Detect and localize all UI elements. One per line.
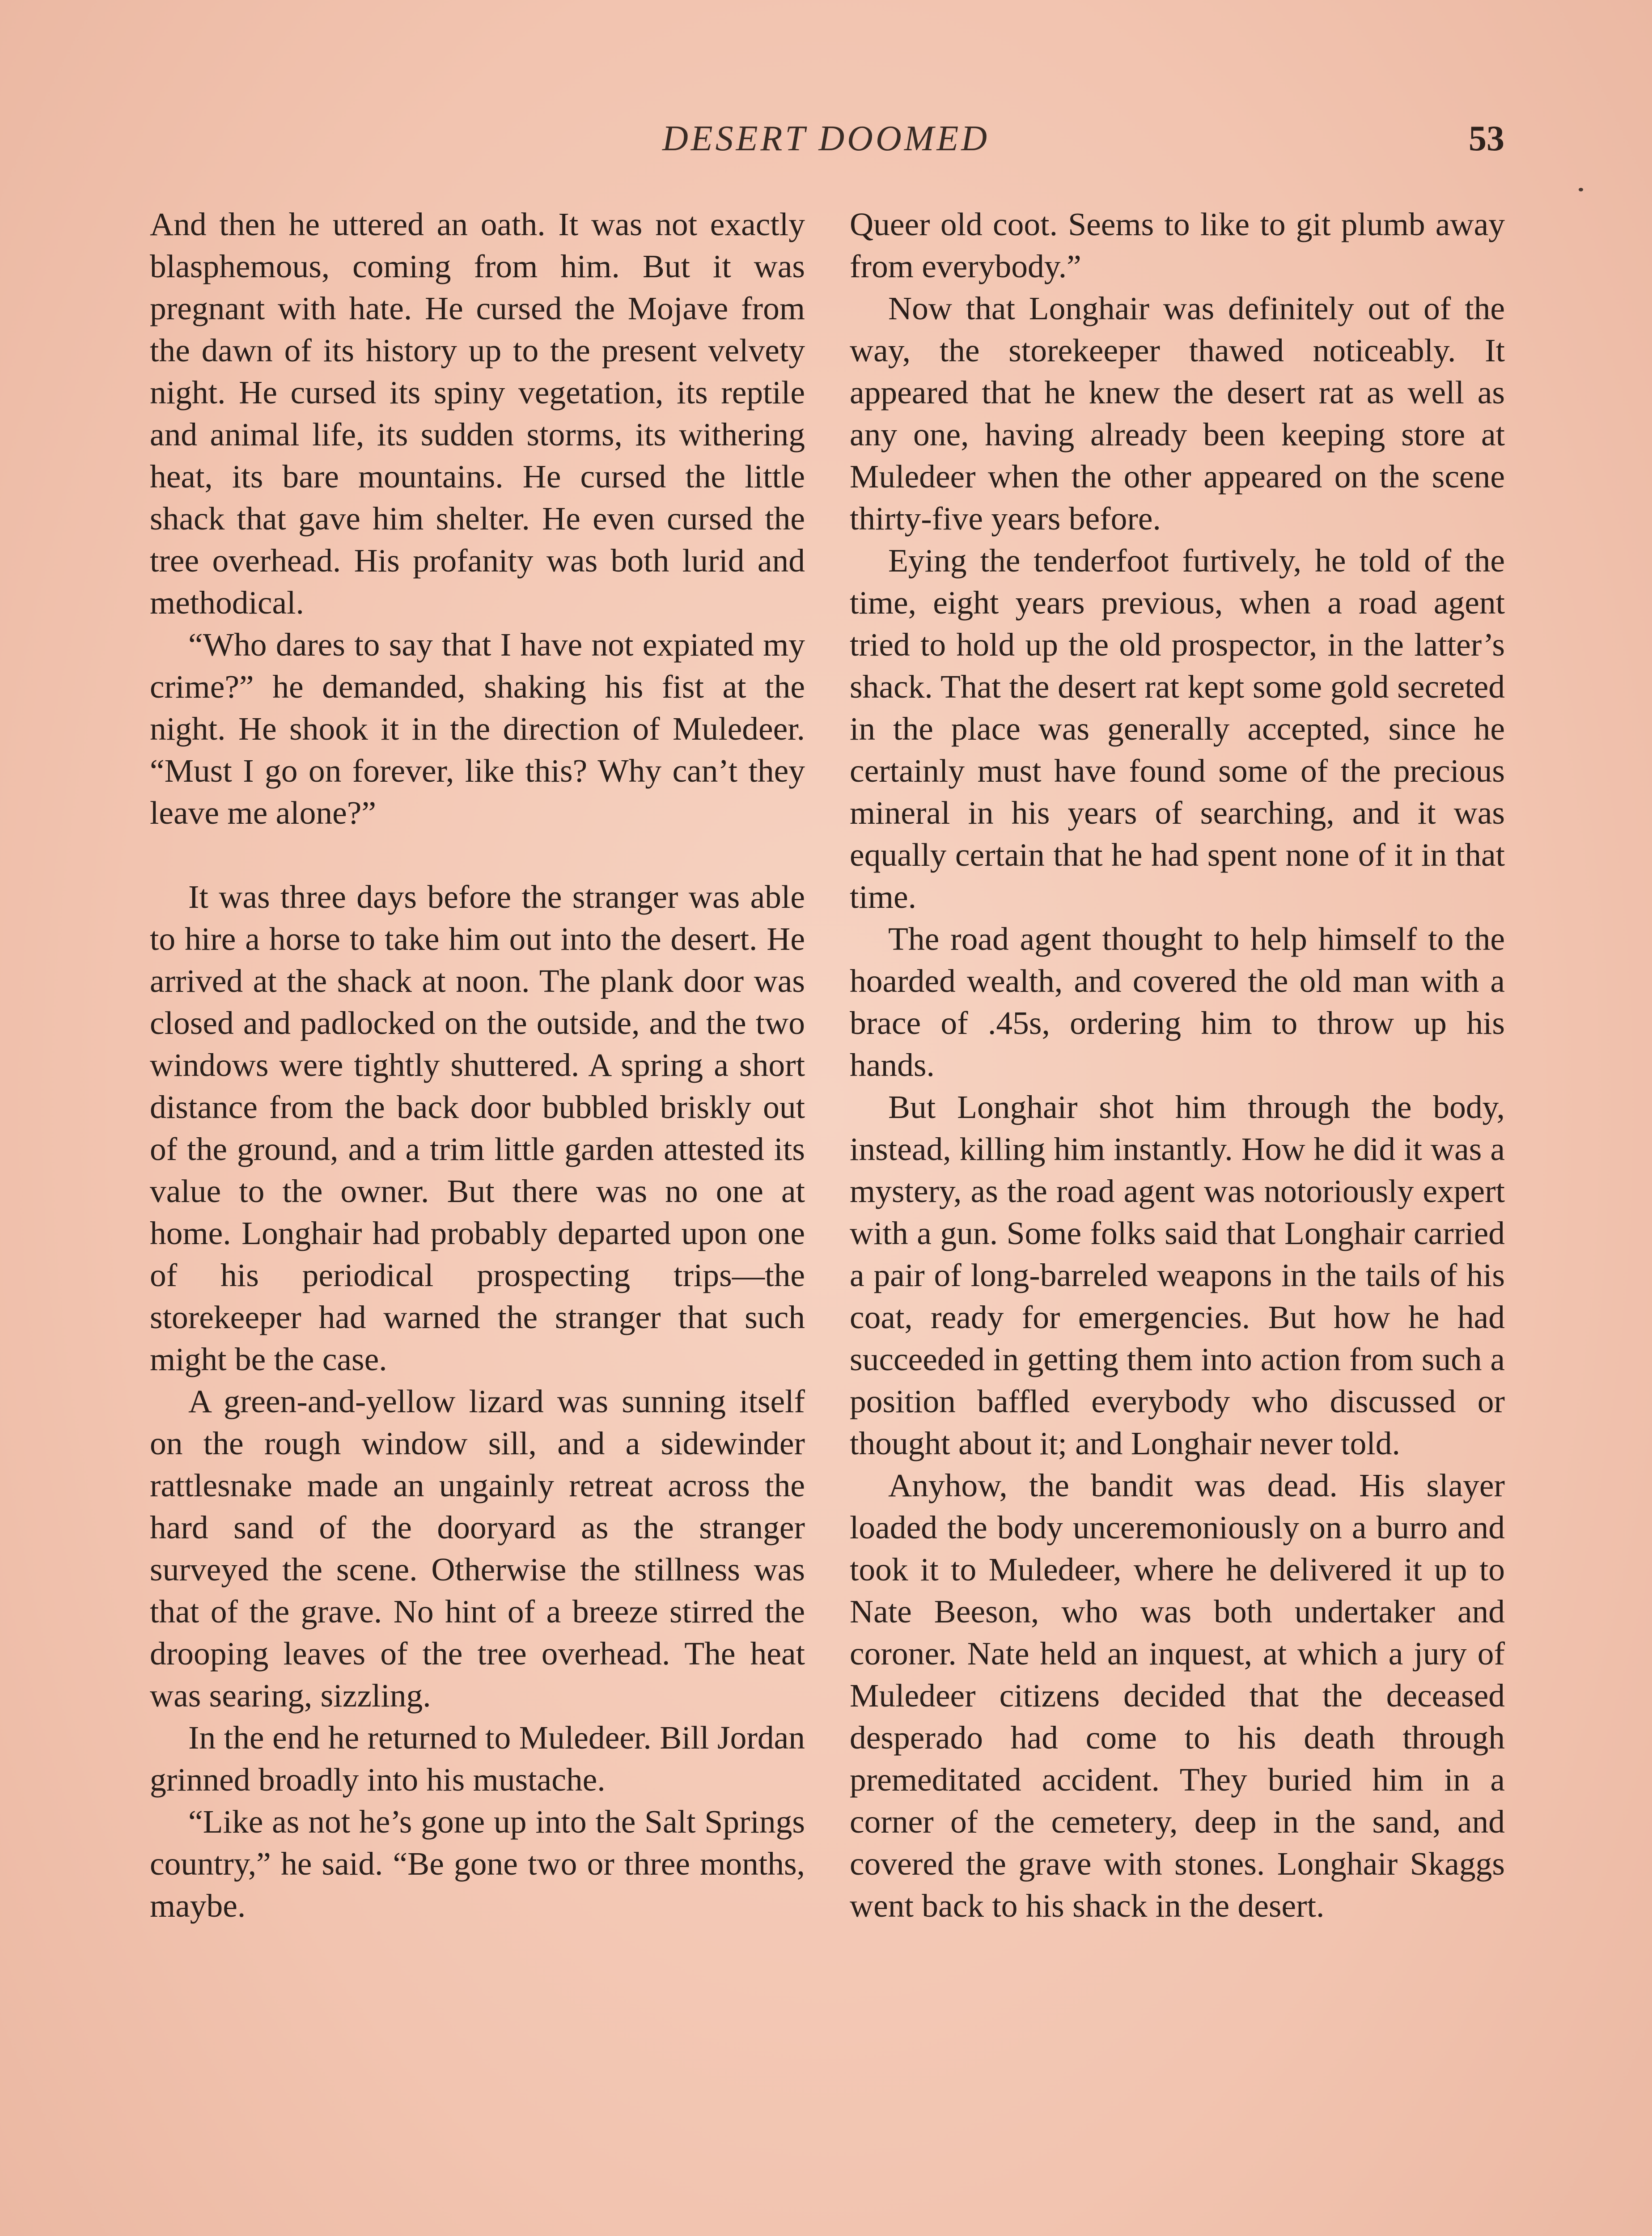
running-title: DESERT DOOMED [662, 119, 990, 158]
page-header [148, 119, 1504, 168]
paper-speck [1579, 188, 1583, 191]
paragraph: In the end he returned to Muledeer. Bill Jordan grinned broadly into his mustache. [150, 1719, 805, 1798]
paragraph: But Longhair shot him through the body, instead, killing him instantly. How he did it was a mystery, as the road agent was notoriously expert with a gun. Some folks said that Longhair carried a pair of long-barreled weapons in the tails of his coat, ready for emergencies. But how he had succeeded in getting them into action from such a position baffled everybody who discussed or thought about it; and Longhair never told. [850, 1089, 1505, 1461]
paragraph: Eying the tenderfoot furtively, he told of the time, eight years previous, when a road agent tried to hold up the old prospector, in the latter’s shack. That the desert rat kept some gold secreted in the place was generally accepted, since he certainly must have found some of the precious mineral in his years of searching, and it was equally certain that he had spent none of it in that time. [850, 542, 1505, 915]
right-column [850, 203, 1505, 1927]
paragraph: A green-and-yellow lizard was sunning itself on the rough window sill, and a sidewinder rattlesnake made an ungainly retreat across the hard sand of the dooryard as the stranger surveyed the scene. Otherwise the stillness was that of the grave. No hint of a breeze stirred the drooping leaves of the tree overhead. The heat was searing, sizzling. [150, 1383, 805, 1714]
paragraph: “Who dares to say that I have not expiated my crime?” he demanded, shaking his fist at the night. He shook it in the direction of Muledeer. “Must I go on forever, like this? Why can’t they leave me alone?” [150, 627, 805, 831]
paragraph: The road agent thought to help himself to the hoarded wealth, and covered the old man with a brace of .45s, ordering him to throw up his hands. [850, 921, 1505, 1083]
paragraph: Now that Longhair was definitely out of the way, the storekeeper thawed noticeably. It appeared that he knew the desert rat as well as any one, having already been keeping store at Muledeer when the other appeared on the scene thirty-five years before. [850, 290, 1505, 537]
paragraph: Anyhow, the bandit was dead. His slayer loaded the body unceremoniously on a burro and took it to Muledeer, where he delivered it up to Nate Beeson, who was both undertaker and coroner. Nate held an inquest, at which a jury of Muledeer citizens decided that the deceased desperado had come to his death through premeditated accident. They buried him in a corner of the cemetery, deep in the sand, and covered the grave with stones. Longhair Skaggs went back to his shack in the desert. [850, 1467, 1505, 1924]
left-column [150, 203, 805, 1927]
page-number: 53 [1469, 119, 1504, 158]
paragraph: “Like as not he’s gone up into the Salt Springs country,” he said. “Be gone two or three months, maybe. [150, 1804, 805, 1924]
paragraph: Queer old coot. Seems to like to git plumb away from everybody.” [850, 206, 1505, 284]
paragraph: It was three days before the stranger was able to hire a horse to take him out into the desert. He arrived at the shack at noon. The plank door was closed and padlocked on the outside, and the two windows were tightly shuttered. A spring a short distance from the back door bubbled briskly out of the ground, and a trim little garden attested its value to the owner. But there was no one at home. Longhair had probably departed upon one of his periodical prospecting trips—the storekeeper had warned the stranger that such might be the case. [150, 879, 805, 1377]
paragraph: And then he uttered an oath. It was not exactly blasphemous, coming from him. But it was pregnant with hate. He cursed the Mojave from the dawn of its history up to the present velvety night. He cursed its spiny vegetation, its reptile and animal life, its sudden storms, its withering heat, its bare mountains. He cursed the little shack that gave him shelter. He even cursed the tree overhead. His profanity was both lurid and methodical. [150, 206, 805, 621]
